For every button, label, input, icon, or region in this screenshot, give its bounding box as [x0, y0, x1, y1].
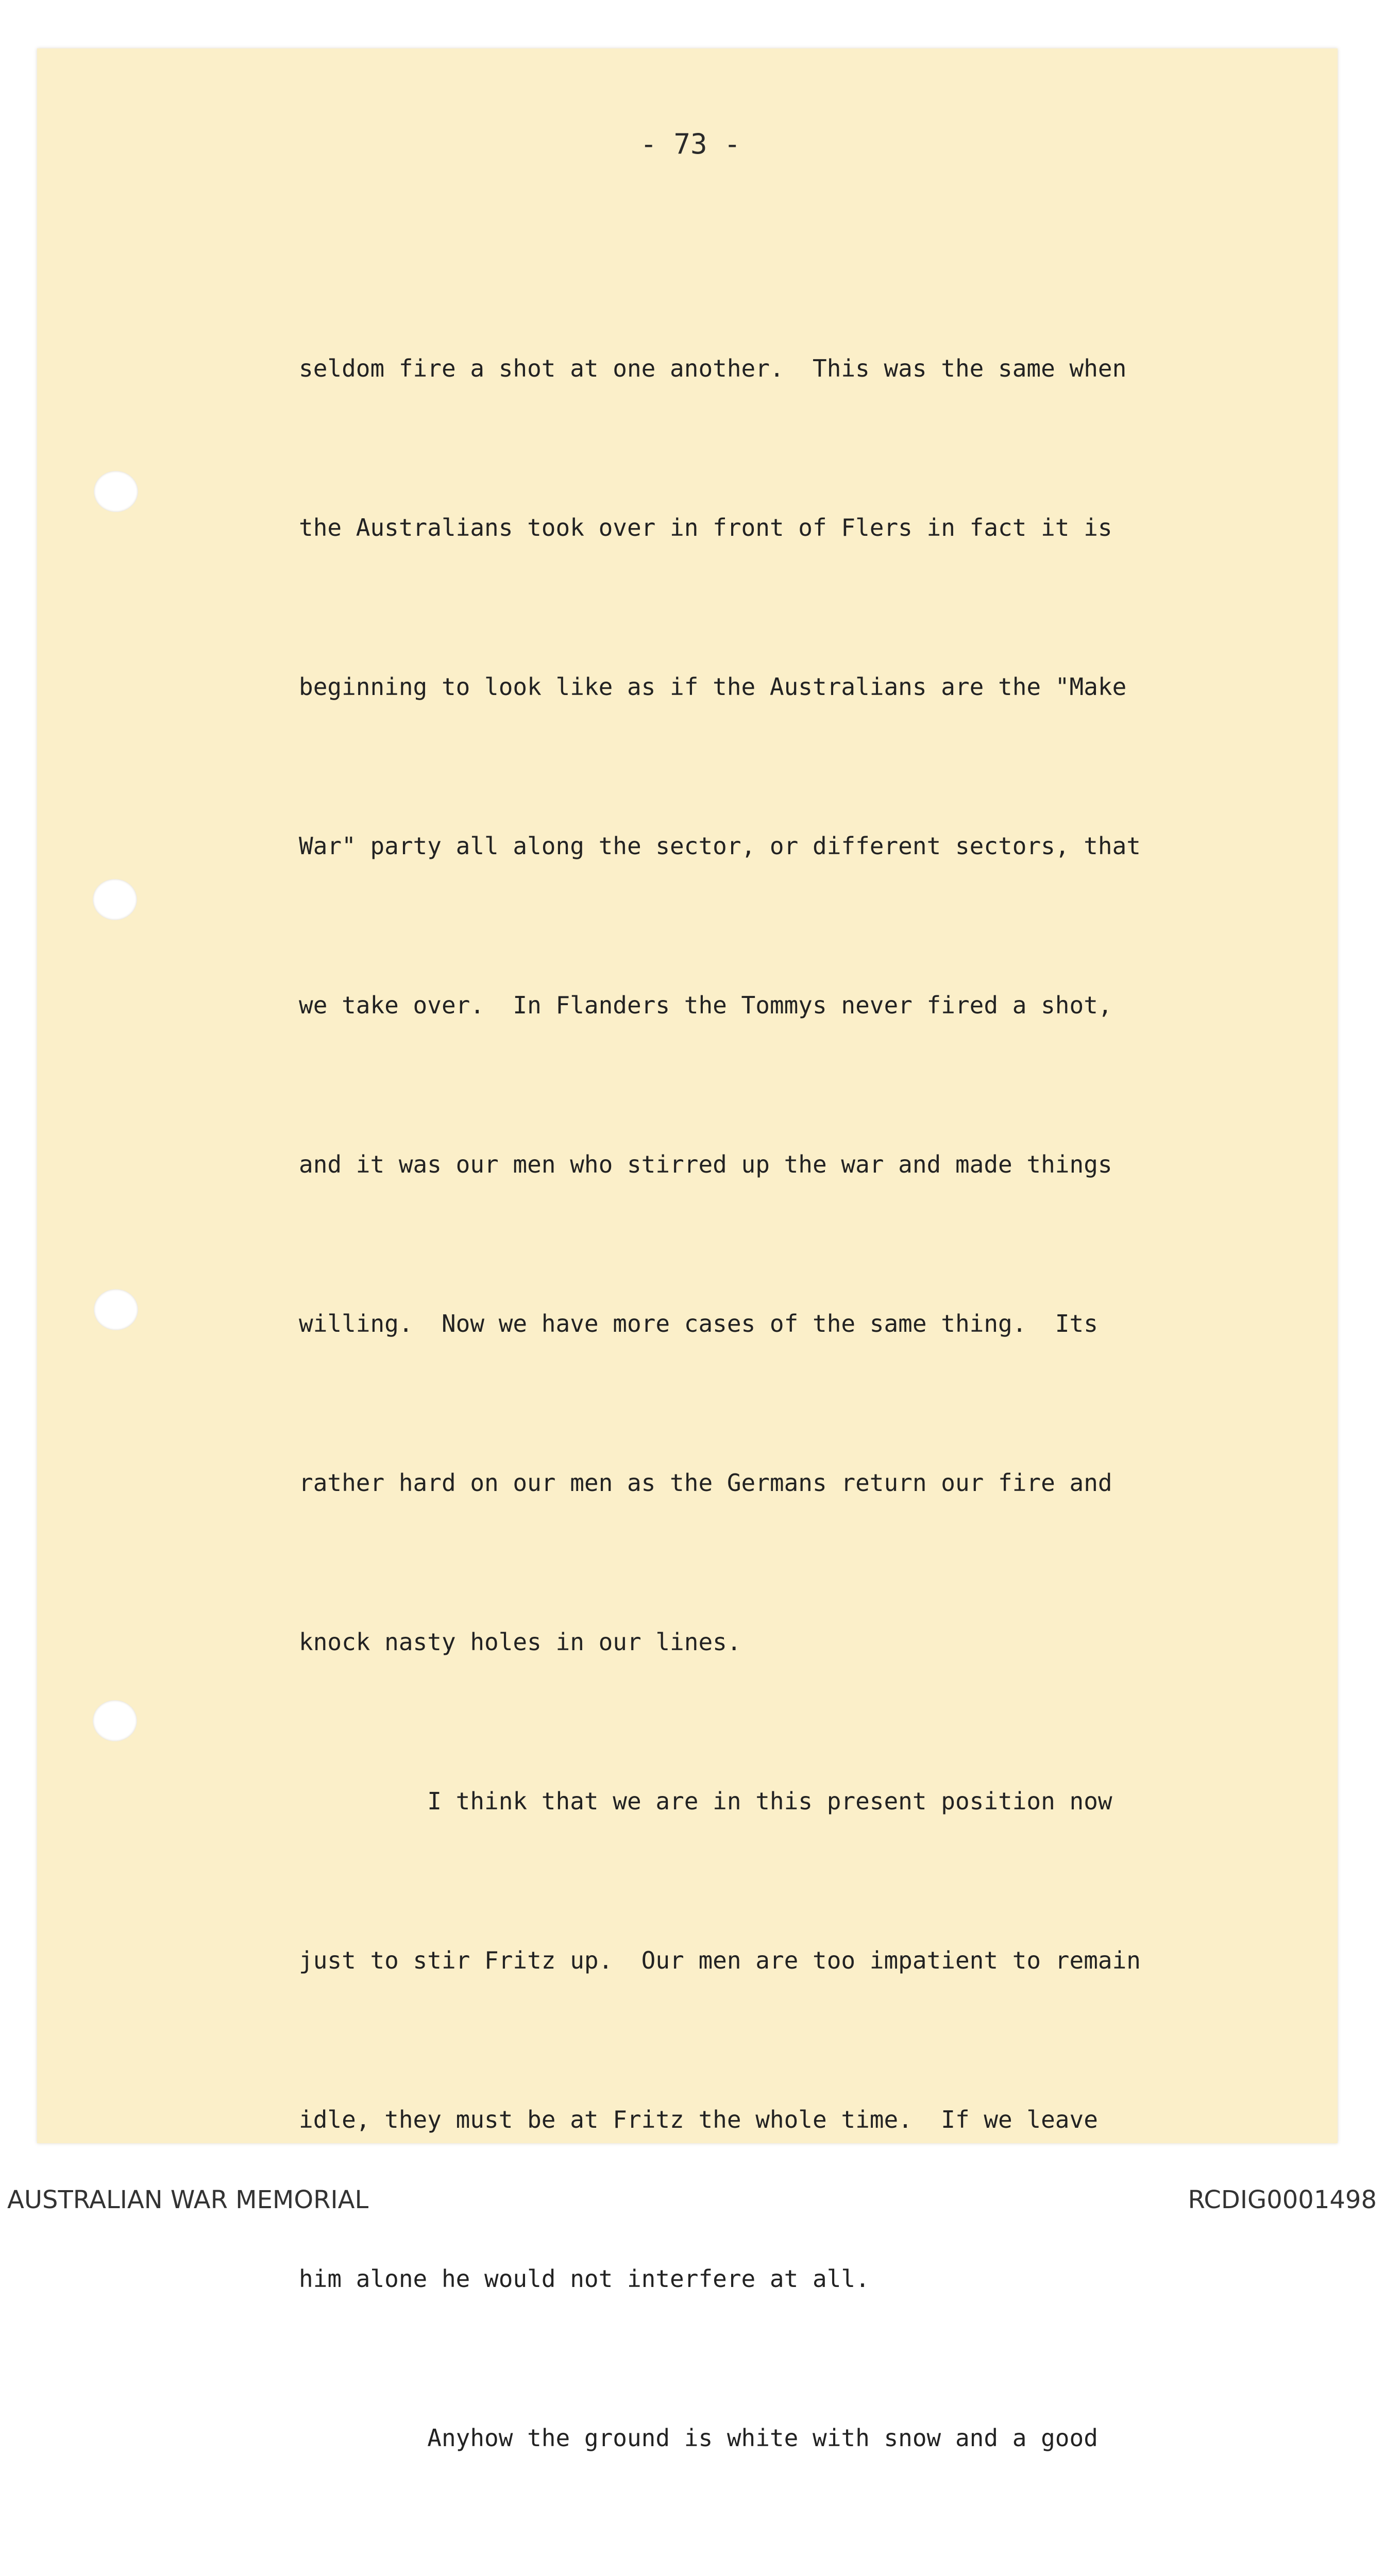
text-line: him alone he would not interfere at all. [299, 2265, 870, 2293]
punch-hole [94, 471, 138, 512]
text-line: and it was our men who stirred up the war and made things [299, 1150, 1112, 1178]
text-line: we take over. In Flanders the Tommys never fired a shot, [299, 991, 1112, 1019]
text-line: I think that we are in this present position now [299, 1787, 1112, 1815]
page-number: - 73 - [640, 128, 741, 160]
footer-institution: AUSTRALIAN WAR MEMORIAL [7, 2185, 369, 2214]
text-line: knock nasty holes in our lines. [299, 1628, 741, 1656]
punch-hole [93, 879, 137, 920]
text-line [299, 2571, 1309, 2576]
text-line: the Australians took over in front of Flers in fact it is [299, 514, 1112, 541]
text-line: idle, they must be at Fritz the whole time. If we leave [299, 2106, 1098, 2133]
text-line: seldom fire a shot at one another. This was the same when [299, 354, 1127, 382]
typed-text-body [299, 236, 1309, 2576]
footer-identifier: RCDIG0001498 [1188, 2185, 1377, 2214]
text-line: willing. Now we have more cases of the same thing. Its [299, 1310, 1098, 1337]
punch-hole [93, 1700, 137, 1741]
text-line: rather hard on our men as the Germans return our fire and [299, 1469, 1112, 1497]
punch-hole [94, 1289, 138, 1330]
text-line: War" party all along the sector, or different sectors, that [299, 832, 1141, 860]
text-line: Anyhow the ground is white with snow and a good [299, 2424, 1098, 2452]
text-line: just to stir Fritz up. Our men are too impatient to remain [299, 1946, 1141, 1974]
text-line: beginning to look like as if the Australians are the "Make [299, 673, 1127, 701]
